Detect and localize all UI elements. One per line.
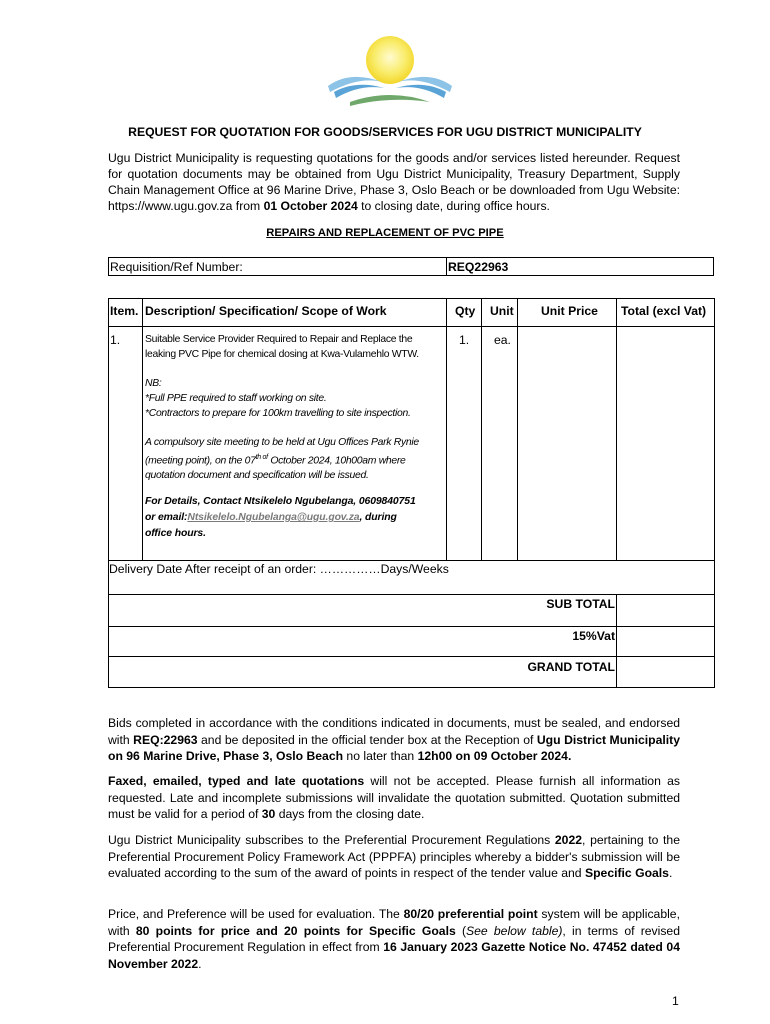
- page-number: 1: [672, 994, 679, 1008]
- subtitle: REPAIRS AND REPLACEMENT OF PVC PIPE: [266, 227, 504, 239]
- header-unit-price: Unit Price: [541, 304, 598, 318]
- col-divider-unitprice: [616, 298, 617, 560]
- late-quotations-paragraph: Faxed, emailed, typed and late quotations will not be accepted. Please furnish all information as requested. Late and incomplete submissions will invalidate the quotation submitted. Quotation submitted must be valid for a period of 30 days from the closing date.: [108, 774, 680, 821]
- ugu-logo: [320, 30, 460, 110]
- row-unit: ea.: [494, 333, 511, 347]
- vat-label: 15%Vat: [572, 629, 615, 643]
- row-description: Suitable Service Provider Required to Repair and Replace the leaking PVC Pipe for chemical dosing at Kwa-Vulamehlo WTW.: [145, 334, 419, 360]
- wave-green: [350, 95, 430, 106]
- totals-divider: [616, 594, 617, 688]
- row-item-number: 1.: [110, 333, 121, 347]
- requisition-label: Requisition/Ref Number:: [110, 260, 243, 274]
- grand-total-label: GRAND TOTAL: [527, 660, 615, 674]
- intro-paragraph: Ugu District Municipality is requesting quotations for the goods and/or services listed hereunder. Request for quotation documents may be obtained from Ugu District Municipality, Treasury Department, Supply Chain Management Office at 96 Marine Drive, Phase 3, Oslo Beach or be downloaded from Ugu Website: https://www.ugu.gov.za from 01 October 2024 to closing date, during office hours.: [108, 151, 680, 213]
- row-bottom-border: [108, 560, 715, 561]
- document-title: REQUEST FOR QUOTATION FOR GOODS/SERVICES FOR UGU DISTRICT MUNICIPALITY: [128, 125, 642, 139]
- pppfa-paragraph: Ugu District Municipality subscribes to the Preferential Procurement Regulations 2022, pertaining to the Preferential Procurement Policy Framework Act (PPPFA) principles whereby a bidder's submission will be evaluated according to the sum of the award of points in respect of the tender value and Specific Goals.: [108, 833, 680, 880]
- header-unit: Unit: [490, 304, 514, 318]
- table-left-border: [108, 298, 109, 688]
- col-divider-unit: [517, 298, 518, 560]
- delivery-date: Delivery Date After receipt of an order: ……………Days/Weeks: [109, 562, 449, 576]
- col-divider-item: [142, 298, 143, 560]
- delivery-bottom-border: [108, 594, 715, 595]
- row-qty: 1.: [459, 333, 470, 347]
- header-item: Item.: [110, 304, 139, 318]
- col-divider-qty: [481, 298, 482, 560]
- table-top-border: [108, 298, 715, 299]
- table-bottom-border: [108, 687, 715, 688]
- header-qty: Qty: [455, 304, 476, 318]
- col-divider-desc: [446, 298, 447, 560]
- row-nb-notes: NB: *Full PPE required to staff working on site. *Contractors to prepare for 100km travelling to site inspection.: [145, 378, 411, 419]
- preference-paragraph: Price, and Preference will be used for evaluation. The 80/20 preferential point system will be applicable, with 80 points for price and 20 points for Specific Goals (See below table), in terms of revised Preferential Procurement Regulation in effect from 16 January 2023 Gazette Notice No. 47452 dated 04 November 2022.: [108, 907, 680, 971]
- submission-paragraph: Bids completed in accordance with the conditions indicated in documents, must be sealed, and endorsed with REQ:22963 and be deposited in the official tender box at the Reception of Ugu District Municipality on 96 Marine Drive, Phase 3, Oslo Beach no later than 12h00 on 09 October 2024.: [108, 716, 680, 763]
- header-bottom-border: [108, 326, 715, 327]
- table-right-border: [714, 298, 715, 688]
- requisition-divider: [446, 257, 447, 276]
- subtotal-bottom-border: [108, 626, 715, 627]
- header-description: Description/ Specification/ Scope of Work: [145, 304, 387, 318]
- row-site-meeting: A compulsory site meeting to be held at Ugu Offices Park Rynie (meeting point), on the $07^{th of}$ October 2024, 10h00am where quotation document and specification will be issued.: [145, 437, 419, 482]
- sub-total-label: SUB TOTAL: [546, 597, 615, 611]
- requisition-value: REQ22963: [448, 260, 509, 274]
- vat-bottom-border: [108, 656, 715, 657]
- row-contact: For Details, Contact Ntsikelelo Ngubelanga, 0609840751 or email:Ntsikelelo.Ngubelanga@ugu.gov.za, during office hours.: [145, 496, 416, 539]
- sun-shape: [366, 36, 414, 84]
- contact-email-link[interactable]: Ntsikelelo.Ngubelanga@ugu.gov.za: [187, 512, 360, 523]
- header-total: Total (excl Vat): [621, 304, 707, 318]
